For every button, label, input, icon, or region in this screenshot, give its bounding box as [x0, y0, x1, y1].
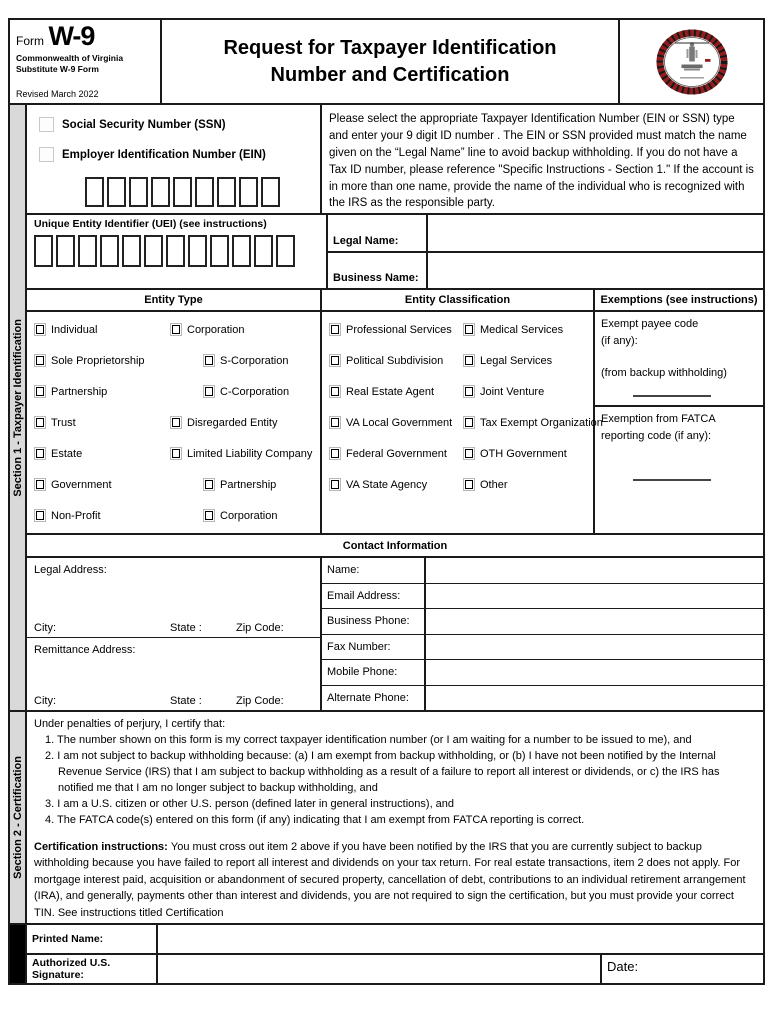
signature-block	[10, 925, 763, 983]
legal-state-label: State :	[170, 622, 202, 634]
exempt-payee-line1: Exempt payee code	[601, 318, 699, 330]
cert-items	[34, 733, 753, 829]
legal-zip-label: Zip Code:	[236, 622, 284, 634]
legal-name-row	[328, 215, 763, 251]
checkbox-label: Joint Venture	[480, 385, 545, 398]
checkbox-icon[interactable]	[203, 354, 215, 367]
digit-box[interactable]	[56, 235, 75, 267]
form-number: W-9	[48, 21, 95, 51]
checkbox-label: VA State Agency	[346, 478, 428, 491]
address-column	[27, 558, 322, 710]
business-name-input[interactable]	[428, 253, 763, 289]
checkbox-icon[interactable]	[34, 509, 46, 522]
contact-field-input[interactable]	[426, 660, 763, 685]
section2-sidebar-label: Section 2 - Certification	[11, 756, 24, 879]
checkbox-icon[interactable]	[329, 385, 341, 398]
uei-cell	[27, 215, 328, 288]
checkbox-icon[interactable]	[463, 323, 475, 336]
section1-sidebar-label: Section 1 - Taxpayer Identification	[11, 318, 24, 497]
w9-form	[8, 18, 765, 985]
entity-type-option[interactable]	[170, 345, 320, 376]
digit-box[interactable]	[122, 235, 141, 267]
section-2	[10, 712, 763, 925]
contact-field-label: Fax Number:	[322, 635, 426, 660]
legal-name-label: Legal Name:	[328, 215, 428, 251]
entity-type-option[interactable]	[170, 438, 320, 469]
digit-box[interactable]	[217, 177, 236, 207]
entity-classification-option[interactable]	[463, 438, 603, 469]
date-label: Date:	[607, 959, 639, 974]
tin-instructions-cell	[322, 105, 763, 213]
seal-cell	[620, 20, 763, 103]
checkbox-label: Corporation	[220, 509, 278, 522]
contact-field-input[interactable]	[426, 635, 763, 660]
org-line1: Commonwealth of Virginia	[16, 53, 124, 63]
exempt-payee-line3: (from backup withholding)	[601, 367, 727, 379]
digit-box[interactable]	[239, 177, 258, 207]
remit-city-label: City:	[34, 695, 56, 707]
entity-type-option[interactable]	[34, 314, 170, 345]
ein-label: Employer Identification Number (EIN)	[62, 148, 266, 161]
entity-type-option[interactable]	[34, 500, 170, 531]
legal-city-label: City:	[34, 622, 56, 634]
entity-classification-option[interactable]	[463, 314, 603, 345]
printed-name-row	[27, 925, 763, 955]
contact-field-label: Mobile Phone:	[322, 660, 426, 685]
entity-classification-option[interactable]	[329, 407, 463, 438]
digit-box[interactable]	[107, 177, 126, 207]
contact-field-input[interactable]	[426, 686, 763, 711]
checkbox-label: Disregarded Entity	[187, 416, 278, 429]
contact-field-label: Email Address:	[322, 584, 426, 609]
entity-class-col2	[463, 314, 603, 533]
checkbox-label: Limited Liability Company	[187, 447, 313, 460]
entity-classification-option[interactable]	[463, 407, 603, 438]
checkbox-icon[interactable]	[34, 447, 46, 460]
checkbox-label: S-Corporation	[220, 354, 289, 367]
entity-classification-option[interactable]	[329, 469, 463, 500]
checkbox-label: C-Corporation	[220, 385, 290, 398]
remit-state-label: State :	[170, 695, 202, 707]
entity-classification-option[interactable]	[329, 345, 463, 376]
tin-row	[27, 105, 763, 215]
entity-type-column	[27, 290, 322, 533]
certification-item: 3. I am a U.S. citizen or other U.S. person (defined later in general instructions), and	[45, 797, 455, 810]
digit-box[interactable]	[144, 235, 163, 267]
section1-sidebar	[10, 105, 27, 710]
sidebar-filler	[10, 925, 27, 983]
digit-box[interactable]	[173, 177, 192, 207]
digit-box[interactable]	[151, 177, 170, 207]
contact-field-row	[322, 609, 763, 635]
legal-name-input[interactable]	[428, 215, 763, 251]
contact-field-input[interactable]	[426, 558, 763, 583]
checkbox-label: Trust	[51, 416, 76, 429]
contact-field-label: Business Phone:	[322, 609, 426, 634]
digit-box[interactable]	[34, 235, 53, 267]
checkbox-label: Estate	[51, 447, 83, 460]
checkbox-icon[interactable]	[34, 385, 46, 398]
entity-type-option[interactable]	[170, 500, 320, 531]
entity-type-option[interactable]	[170, 376, 320, 407]
checkbox-label: Partnership	[51, 385, 108, 398]
certification-content	[27, 712, 763, 923]
digit-box[interactable]	[276, 235, 295, 267]
ssn-checkbox[interactable]	[39, 117, 54, 132]
contact-information-header: Contact Information	[27, 535, 763, 558]
checkbox-icon[interactable]	[34, 354, 46, 367]
tin-digit-boxes	[85, 177, 320, 207]
entity-class-col1	[329, 314, 463, 533]
checkbox-icon[interactable]	[463, 416, 475, 429]
contact-field-input[interactable]	[426, 584, 763, 609]
digit-box[interactable]	[188, 235, 207, 267]
fatca-text: Exemption from FATCA reporting code (if any):	[601, 413, 716, 442]
checkbox-label: Real Estate Agent	[346, 385, 435, 398]
checkbox-icon[interactable]	[329, 354, 341, 367]
contact-field-label: Name:	[322, 558, 426, 583]
checkbox-label: Federal Government	[346, 447, 447, 460]
entity-type-option[interactable]	[34, 376, 170, 407]
title-line1: Request for Taxpayer Identification	[223, 36, 557, 59]
entity-type-option[interactable]	[34, 469, 170, 500]
checkbox-icon[interactable]	[329, 416, 341, 429]
digit-box[interactable]	[210, 235, 229, 267]
exemptions-column	[595, 290, 763, 533]
remit-zip-label: Zip Code:	[236, 695, 284, 707]
checkbox-icon[interactable]	[203, 509, 215, 522]
form-title	[162, 20, 620, 103]
ssn-label: Social Security Number (SSN)	[62, 118, 226, 131]
checkbox-icon[interactable]	[170, 447, 182, 460]
checkbox-icon[interactable]	[463, 354, 475, 367]
checkbox-icon[interactable]	[463, 385, 475, 398]
fatca-code-field[interactable]	[633, 479, 711, 481]
digit-box[interactable]	[261, 177, 280, 207]
title-line2: Number and Certification	[270, 63, 510, 86]
checkbox-icon[interactable]	[329, 323, 341, 336]
checkbox-label: Professional Services	[346, 323, 452, 336]
entity-type-option[interactable]	[34, 407, 170, 438]
ein-checkbox[interactable]	[39, 147, 54, 162]
legal-address-label: Legal Address:	[34, 564, 107, 576]
contact-field-input[interactable]	[426, 609, 763, 634]
digit-box[interactable]	[232, 235, 251, 267]
entity-classification-option[interactable]	[463, 376, 603, 407]
org-line2: Substitute W-9 Form	[16, 63, 99, 74]
section2-sidebar	[10, 712, 27, 923]
digit-box[interactable]	[195, 177, 214, 207]
contact-field-row	[322, 635, 763, 661]
entity-classification-column	[322, 290, 603, 533]
entity-classification-option[interactable]	[329, 314, 463, 345]
checkbox-icon[interactable]	[463, 478, 475, 491]
cert-instructions-label: Certification instructions:	[34, 840, 171, 853]
fatca-cell	[595, 407, 763, 533]
digit-box[interactable]	[129, 177, 148, 207]
checkbox-icon[interactable]	[34, 323, 46, 336]
checkbox-icon[interactable]	[34, 478, 46, 491]
entity-type-col1	[34, 314, 170, 533]
certification-instructions	[34, 839, 753, 922]
checkbox-label: VA Local Government	[346, 416, 453, 429]
exempt-payee-cell	[595, 312, 763, 407]
contact-field-row	[322, 686, 763, 711]
signature-input[interactable]	[158, 955, 602, 983]
digit-box[interactable]	[166, 235, 185, 267]
entity-classification-option[interactable]	[329, 376, 463, 407]
checkbox-label: Non-Profit	[51, 509, 101, 522]
signature-label: Authorized U.S. Signature:	[27, 955, 158, 983]
checkbox-icon[interactable]	[203, 385, 215, 398]
signature-row	[27, 955, 763, 983]
form-number-line	[16, 21, 154, 51]
entity-type-option[interactable]	[170, 407, 320, 438]
entity-classification-option[interactable]	[329, 438, 463, 469]
exempt-payee-line2: (if any):	[601, 334, 638, 347]
digit-box[interactable]	[100, 235, 119, 267]
entity-classification-header: Entity Classification	[322, 290, 593, 312]
checkbox-icon[interactable]	[463, 447, 475, 460]
form-revision: Revised March 2022	[16, 89, 99, 99]
certification-item: 2. I am not subject to backup withholding because: (a) I am exempt from backup withholding, or (b) I have not been notified by the Internal Revenue Service (IRS) that I am subject to backup withholding as a result of a failure to report all interest or dividends, or c) the IRS has notified me that I am no longer subject to backup withholding, and	[45, 749, 720, 794]
checkbox-icon[interactable]	[203, 478, 215, 491]
entity-type-col2	[170, 314, 320, 533]
printed-name-label: Printed Name:	[27, 925, 158, 953]
contact-field-row	[322, 584, 763, 610]
digit-box[interactable]	[78, 235, 97, 267]
checkbox-label: Tax Exempt Organization	[480, 416, 603, 429]
remittance-address-label: Remittance Address:	[34, 644, 136, 656]
remittance-address-block[interactable]	[27, 638, 320, 710]
date-cell[interactable]	[602, 955, 763, 983]
form-header	[10, 20, 763, 105]
checkbox-label: Individual	[51, 323, 98, 336]
digit-box[interactable]	[85, 177, 104, 207]
uei-label: Unique Entity Identifier (UEI) (see instructions)	[34, 218, 267, 230]
contact-field-row	[322, 558, 763, 584]
form-org	[16, 53, 154, 74]
printed-name-input[interactable]	[158, 925, 763, 953]
form-word: Form	[16, 34, 44, 48]
exemptions-header: Exemptions (see instructions)	[595, 290, 763, 312]
virginia-seal-icon	[656, 29, 728, 95]
checkbox-icon[interactable]	[329, 478, 341, 491]
legal-address-block[interactable]	[27, 558, 320, 638]
checkbox-label: Corporation	[187, 323, 245, 336]
checkbox-label: Sole Proprietorship	[51, 354, 145, 367]
entity-type-option[interactable]	[34, 345, 170, 376]
contact-field-row	[322, 660, 763, 686]
tin-selection-cell	[27, 105, 322, 213]
entity-type-option[interactable]	[34, 438, 170, 469]
cert-instructions-text: You must cross out item 2 above if you have been notified by the IRS that you are currently subject to backup withholding because you have failed to report all interest and dividends on your tax return. For real estate transactions, item 2 does not apply. For mortgage interest paid, acquisition or abandonment of secured property, cancellation of debt, contributions to an individual retirement arrangement (IRA), and generally, payments other than interest and dividends, you are not required to sign the certification, but you must provide your correct TIN. See instructions titled Certification	[34, 840, 746, 919]
entity-classification-option[interactable]	[463, 345, 603, 376]
checkbox-label: Legal Services	[480, 354, 553, 367]
ssn-option[interactable]	[39, 117, 320, 132]
ein-option[interactable]	[39, 147, 320, 162]
entity-row	[27, 290, 763, 535]
checkbox-label: Other	[480, 478, 508, 491]
exempt-payee-code-field[interactable]	[633, 395, 711, 397]
form-id-block	[10, 20, 162, 103]
contact-field-label: Alternate Phone:	[322, 686, 426, 711]
perjury-intro: Under penalties of perjury, I certify that:	[34, 718, 226, 730]
checkbox-label: Political Subdivision	[346, 354, 444, 367]
tin-instructions-text: Please select the appropriate Taxpayer Identification Number (EIN or SSN) type and enter your 9 digit ID number . The EIN or SSN provided must match the name given on the “Legal Name” line to avoid backup withholding. If you do not have a Tax ID number, please reference "Specific Instructions - Section 1." If the account is in more than one name, provide the name of the individual who is recognized with the IRS as the responsible party.	[329, 113, 754, 210]
uei-names-row	[27, 215, 763, 290]
checkbox-icon[interactable]	[170, 416, 182, 429]
entity-classification-option[interactable]	[463, 469, 603, 500]
checkbox-label: OTH Government	[480, 447, 567, 460]
uei-boxes	[34, 235, 326, 267]
checkbox-label: Government	[51, 478, 112, 491]
business-name-row	[328, 251, 763, 289]
certification-item: 4. The FATCA code(s) entered on this form (if any) indicating that I am exempt from FATCA reporting is correct.	[45, 813, 585, 826]
digit-box[interactable]	[254, 235, 273, 267]
entity-type-option[interactable]	[170, 314, 320, 345]
checkbox-label: Medical Services	[480, 323, 564, 336]
entity-type-option[interactable]	[170, 469, 320, 500]
contact-rows	[322, 558, 763, 710]
checkbox-icon[interactable]	[34, 416, 46, 429]
entity-type-header: Entity Type	[27, 290, 320, 312]
certification-item: 1. The number shown on this form is my correct taxpayer identification number (or I am waiting for a number to be issued to me), and	[45, 733, 692, 746]
checkbox-label: Partnership	[220, 478, 277, 491]
section-1	[10, 105, 763, 712]
business-name-label: Business Name:	[328, 253, 428, 289]
checkbox-icon[interactable]	[329, 447, 341, 460]
checkbox-icon[interactable]	[170, 323, 182, 336]
contact-row	[27, 558, 763, 710]
